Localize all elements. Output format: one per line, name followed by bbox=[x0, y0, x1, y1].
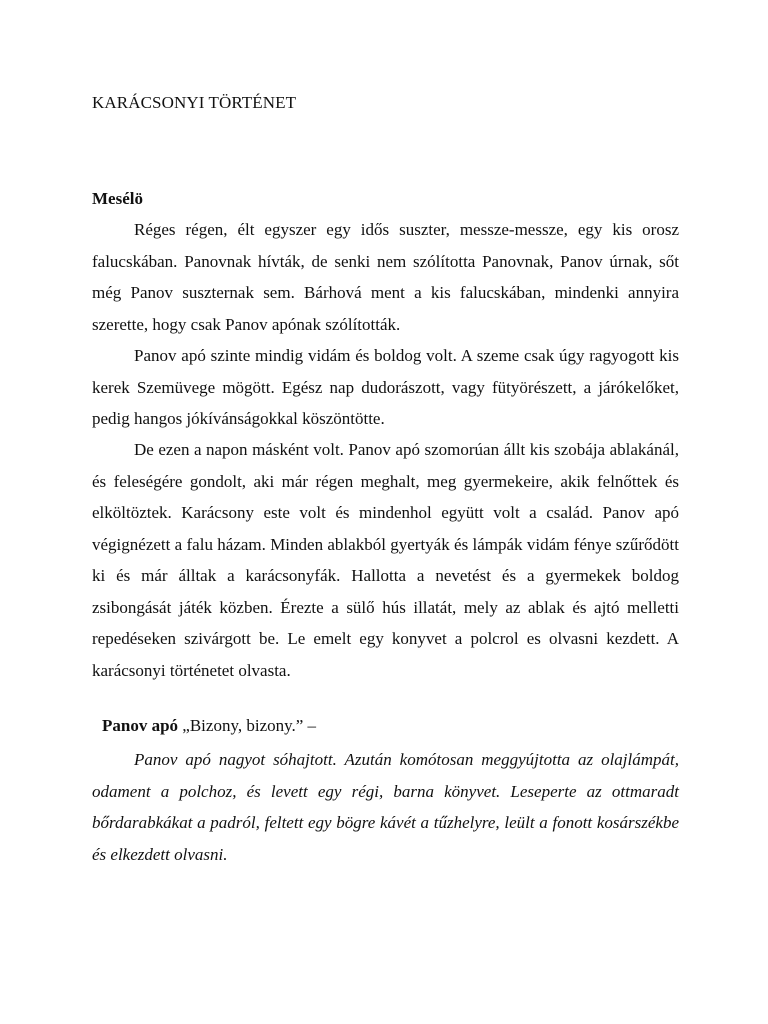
paragraph-2: Panov apó szinte mindig vidám és boldog volt. A szeme csak úgy ragyogott kis kerek Szemüvege mögött. Egész nap dudorászott, vagy fütyörészett, a járókelőket, pedig hangos jókívánságokkal köszöntötte. bbox=[92, 346, 679, 428]
stage-direction-paragraph: Panov apó nagyot sóhajtott. Azután komótosan meggyújtotta az olajlámpát, odament a polchoz, és levett egy régi, barna könyvet. Leseperte az ottmaradt bőrdarabkákat a padról, feltett egy bögre kávét a tűzhelyre, leült a fonott kosárszékbe és elkezdett olvasni. bbox=[92, 750, 679, 864]
dialogue-line bbox=[102, 716, 316, 736]
document-title: KARÁCSONYI TÖRTÉNET bbox=[92, 93, 297, 112]
paragraph-3: De ezen a napon másként volt. Panov apó szomorúan állt kis szobája ablakánál, és feleségére gondolt, aki már régen meghalt, meg gyermekeire, akik felnőttek és elköltöztek. Karácsony este volt és mindenhol együtt volt a család. Panov apó végignézett a falu házam. Minden ablakból gyertyák és lámpák vidám fénye szűrődött ki és már álltak a karácsonyfák. Hallotta a nevetést és a gyermekek boldog zsibongását játék közben. Érezte a sülő hús illatát, mely az ablak és ajtó melletti repedéseken szivárgott be. Le emelt egy konyvet a polcrol es olvasni kezdett. A karácsonyi történetet olvasta. bbox=[92, 440, 679, 680]
paragraph-1: Réges régen, élt egyszer egy idős suszter, messze-messze, egy kis orosz falucskában. Panovnak hívták, de senki nem szólította Panovnak, Panov úrnak, sőt még Panov suszternak sem. Bárhová ment a kis falucskában, mindenki annyira szerette, hogy csak Panov apónak szólították. bbox=[92, 220, 679, 334]
speaker-label-narrator: Mesélö bbox=[92, 189, 143, 208]
speaker-label-panov: Panov apó bbox=[102, 716, 179, 735]
dialogue-text: „Bizony, bizony.” – bbox=[178, 716, 317, 735]
